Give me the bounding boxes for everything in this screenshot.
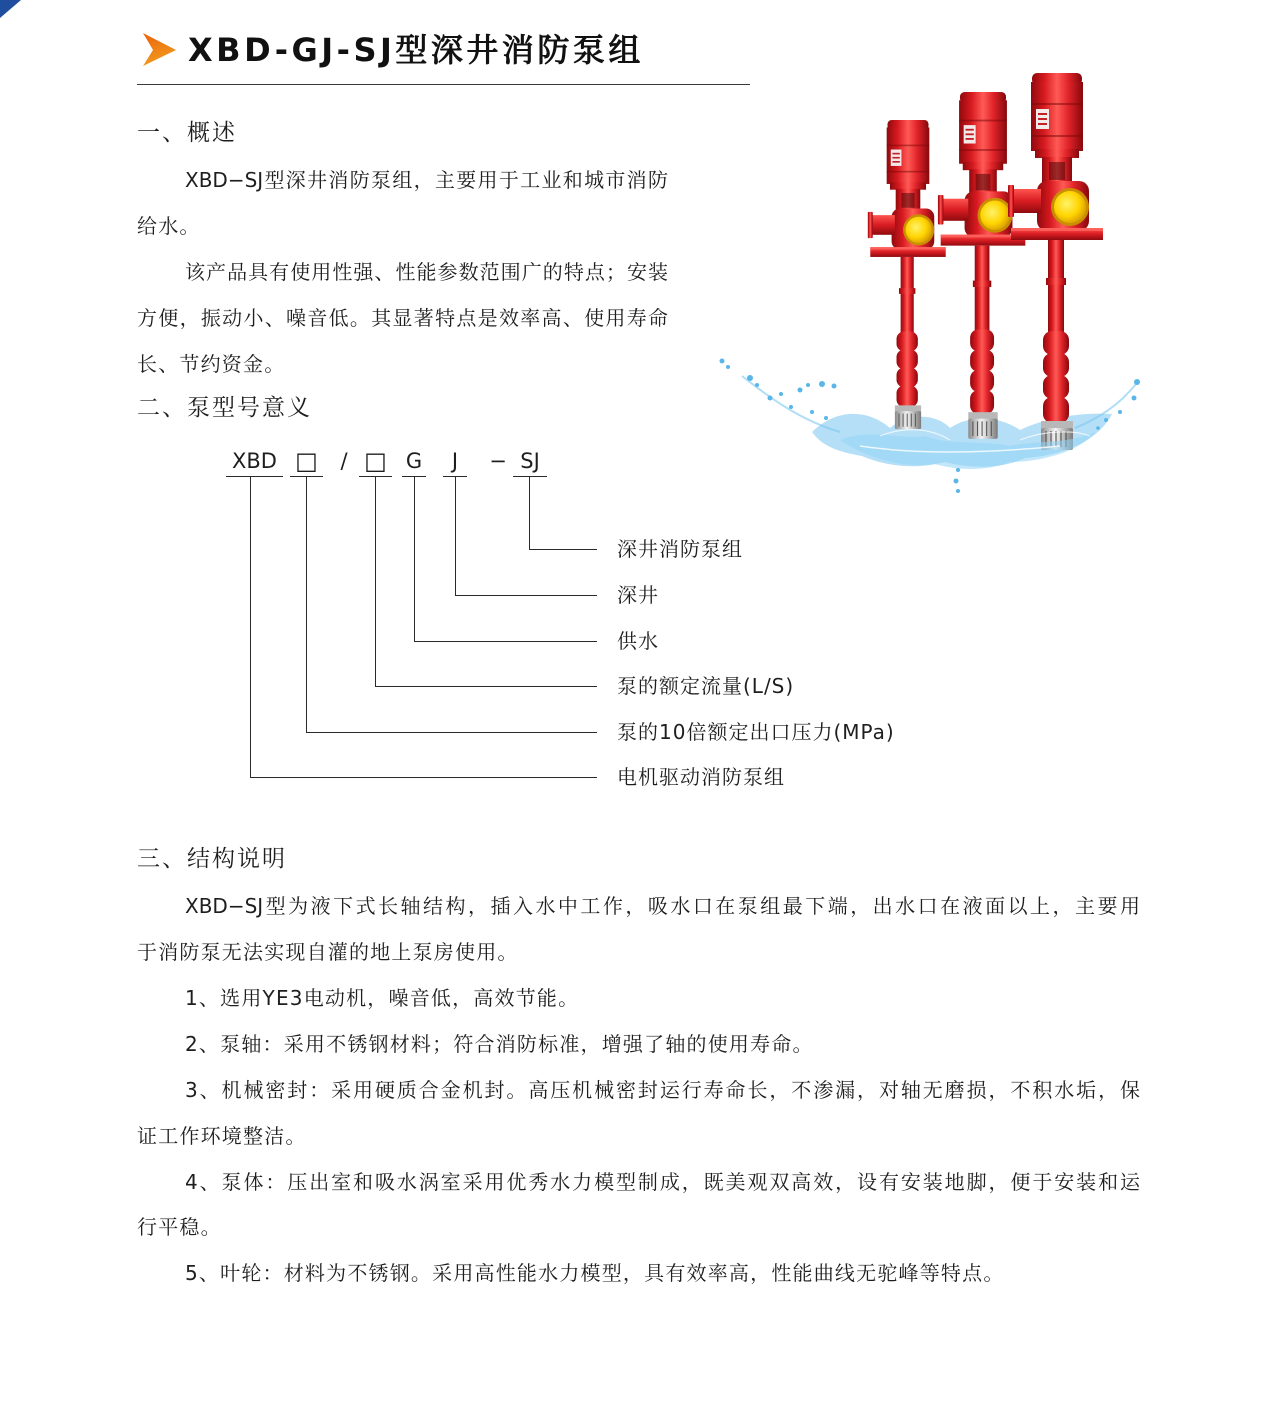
- structure-item-3: 3、机械密封：采用硬质合金机封。高压机械密封运行寿命长，不渗漏，对轴无磨损，不积水垢，保: [185, 1078, 1140, 1102]
- orange-arrow-icon: [140, 30, 180, 70]
- model-code-slash: /: [340, 449, 348, 473]
- model-code-sj: SJ: [520, 449, 540, 473]
- structure-item-4-cont: 行平稳。: [137, 1215, 222, 1239]
- explanation-sj: 深井消防泵组: [617, 537, 743, 561]
- overview-line: XBD−SJ型深井消防泵组，主要用于工业和城市消防: [185, 168, 668, 192]
- model-code-j: J: [451, 449, 459, 473]
- overview-line: 该产品具有使用性强、性能参数范围广的特点；安装: [185, 260, 668, 284]
- model-code-flow-box: □: [364, 447, 387, 475]
- pump-middle: [938, 92, 1025, 439]
- connector-pressure-box: [307, 477, 598, 733]
- section-heading-model-meaning: 二、泵型号意义: [137, 395, 312, 421]
- model-code-dash: −: [489, 449, 507, 473]
- structure-item-1: 1、选用YE3电动机，噪音低，高效节能。: [185, 986, 580, 1010]
- connector-j: [456, 477, 598, 596]
- explanation-g: 供水: [617, 629, 659, 653]
- model-code-g: G: [405, 449, 423, 473]
- model-code-pressure-box: □: [295, 447, 318, 475]
- structure-item-4: 4、泵体：压出室和吸水涡室采用优秀水力模型制成，既美观双高效，设有安装地脚，便于安装和运: [185, 1170, 1140, 1194]
- title-divider: [137, 84, 750, 85]
- structure-item-5: 5、叶轮：材料为不锈钢。采用高性能水力模型，具有效率高，性能曲线无驼峰等特点。: [185, 1261, 1005, 1285]
- page-title: XBD-GJ-SJ型深井消防泵组: [188, 31, 644, 69]
- explanation-j: 深井: [617, 583, 659, 607]
- overview-line: 方便，振动小、噪音低。其显著特点是效率高、使用寿命: [137, 306, 668, 330]
- structure-line: 于消防泵无法实现自灌的地上泵房使用。: [137, 940, 519, 964]
- connector-g: [415, 477, 598, 642]
- model-code-xbd: XBD: [232, 449, 277, 473]
- connector-flow-box: [376, 477, 598, 687]
- explanation-xbd: 电机驱动消防泵组: [617, 765, 785, 789]
- explanation-pressure: 泵的10倍额定出口压力(MPa): [617, 720, 895, 744]
- overview-line: 给水。: [137, 214, 201, 238]
- connector-sj: [530, 477, 598, 550]
- section-heading-structure: 三、结构说明: [137, 846, 287, 872]
- blue-corner-triangle-icon: [0, 0, 22, 20]
- model-code-diagram: [220, 470, 620, 790]
- overview-line: 长、节约资金。: [137, 352, 286, 376]
- pump-left: [868, 120, 946, 429]
- structure-item-2: 2、泵轴：采用不锈钢材料；符合消防标准，增强了轴的使用寿命。: [185, 1032, 814, 1056]
- section-heading-overview: 一、概述: [137, 120, 237, 146]
- explanation-flow: 泵的额定流量(L/S): [617, 674, 795, 698]
- structure-item-3-cont: 证工作环境整洁。: [137, 1124, 307, 1148]
- pump-right: [1008, 73, 1103, 450]
- structure-line: XBD−SJ型为液下式长轴结构，插入水中工作，吸水口在泵组最下端，出水口在液面以上，主要用: [185, 894, 1140, 918]
- product-image-deep-well-pumps: [715, 65, 1150, 500]
